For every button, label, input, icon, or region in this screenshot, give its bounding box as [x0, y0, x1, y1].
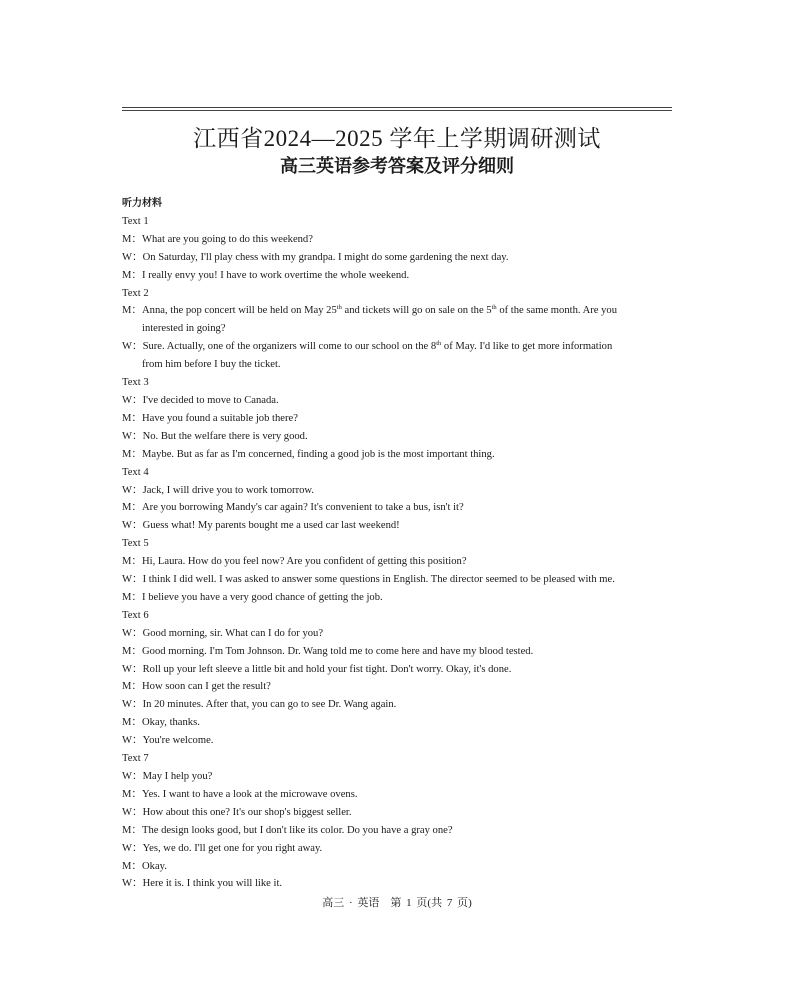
dialogue-line: W：I think I did well. I was asked to answer some questions in English. The director seemed to be pleased with me.: [122, 574, 615, 586]
ordinal-suffix: th: [436, 340, 442, 348]
dialogue-line: W：How about this one? It's our shop's biggest seller.: [122, 806, 352, 818]
dialogue-line: M：Maybe. But as far as I'm concerned, finding a good job is the most important thing.: [122, 448, 495, 460]
dialogue-line: M：Good morning. I'm Tom Johnson. Dr. Wang told me to come here and have my blood tested.: [122, 645, 534, 657]
text-label: Text 5: [122, 538, 149, 550]
dialogue-line: W：May I help you?: [122, 771, 213, 782]
dialogue-line: M：Hi, Laura. How do you feel now? Are you confident of getting this position?: [122, 556, 467, 568]
dialogue-line: W：Here it is. I think you will like it.: [122, 878, 283, 890]
dialogue-line: M：Anna, the pop concert will be held on May 25th and tickets will go on sale on the 5th of the same month. Are you: [122, 304, 618, 317]
dialogue-line: M：How soon can I get the result?: [122, 681, 271, 693]
text-label: Text 6: [122, 609, 149, 621]
text-label: Text 4: [122, 466, 149, 478]
ordinal-suffix: th: [336, 304, 342, 312]
dialogue-line: W：Yes, we do. I'll get one for you right away.: [122, 842, 323, 854]
dialogue-line: M：Okay.: [122, 860, 167, 872]
section-heading: 听力材料: [122, 198, 162, 209]
dialogue-line: M：Yes. I want to have a look at the microwave ovens.: [122, 788, 358, 800]
dialogue-line: W：No. But the welfare there is very good.: [122, 430, 308, 442]
dialogue-line: M：Have you found a suitable job there?: [122, 412, 298, 424]
dialogue-line: M：Okay, thanks.: [122, 717, 200, 729]
dialogue-paragraph: [122, 338, 674, 374]
dialogue-line: M：I believe you have a very good chance of getting the job.: [122, 591, 383, 603]
dialogue-line: M：Are you borrowing Mandy's car again? It's convenient to take a bus, isn't it?: [122, 502, 464, 514]
dialogue-line: W：You're welcome.: [122, 735, 214, 747]
dialogue-line: M：I really envy you! I have to work overtime the whole weekend.: [122, 269, 410, 281]
dialogue-line: M：The design looks good, but I don't like its color. Do you have a gray one?: [122, 824, 453, 836]
dialogue-line: W：Jack, I will drive you to work tomorrow.: [122, 484, 315, 496]
transcript-lines: [122, 213, 674, 893]
text-label: Text 1: [122, 215, 149, 227]
dialogue-continuation: interested in going?: [142, 323, 226, 335]
dialogue-line: W：Sure. Actually, one of the organizers will come to our school on the 8th of May. I'd like to get more information: [122, 340, 613, 353]
text-label: Text 2: [122, 287, 149, 299]
text-label: Text 3: [122, 377, 149, 389]
text-label: Text 7: [122, 753, 149, 765]
dialogue-paragraph: [122, 302, 674, 338]
ordinal-suffix: th: [491, 304, 497, 312]
dialogue-line: W：In 20 minutes. After that, you can go to see Dr. Wang again.: [122, 699, 397, 711]
dialogue-line: W：I've decided to move to Canada.: [122, 394, 279, 406]
dialogue-line: M：What are you going to do this weekend?: [122, 233, 313, 245]
dialogue-continuation: from him before I buy the ticket.: [142, 359, 281, 371]
dialogue-line: W：Roll up your left sleeve a little bit and hold your fist tight. Don't worry. Okay, it's done.: [122, 663, 512, 675]
dialogue-line: W：On Saturday, I'll play chess with my grandpa. I might do some gardening the next day.: [122, 251, 509, 263]
document-subtitle: 高三英语参考答案及评分细则: [280, 156, 514, 177]
document-title: 江西省2024—2025 学年上学期调研测试: [193, 126, 601, 151]
dialogue-line: W：Guess what! My parents bought me a used car last weekend!: [122, 520, 400, 532]
dialogue-line: W：Good morning, sir. What can I do for you?: [122, 627, 324, 639]
page-footer: 高三 · 英语 第 1 页(共 7 页): [322, 897, 472, 909]
transcript-body: [122, 195, 674, 893]
header-rule: [122, 107, 672, 111]
